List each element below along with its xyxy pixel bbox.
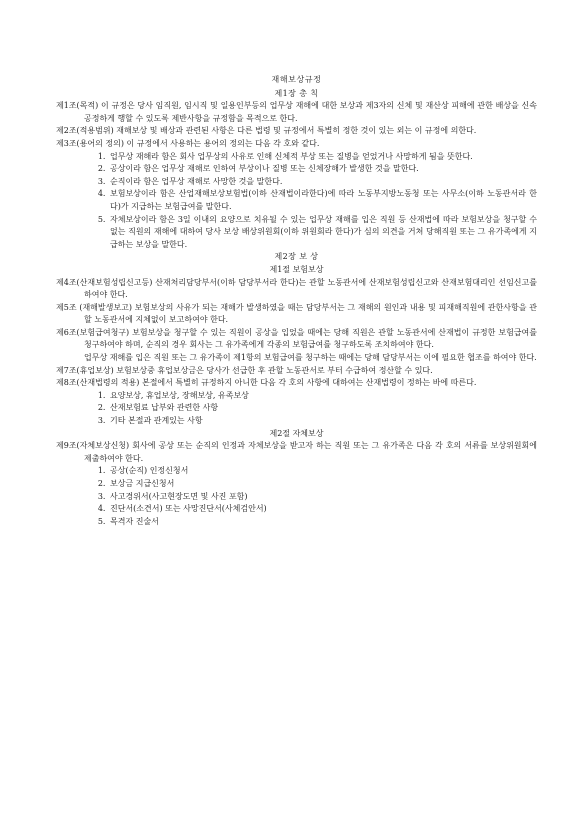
list-item: 2. 공상이라 함은 업무상 재해로 인하여 부상이나 질병 또는 신체장해가 발생한 것을 말한다. [108,163,537,176]
article-1: 제1조(목적) 이 규정은 당사 임직원, 임시직 및 일용인부등의 업무상 재해에 대한 보상과 제3자의 신체 및 재산상 피해에 관한 배상을 신속 공정하게 행할 수 있도록 제반사항을 규정함을 목적으로 한다. [56,101,537,123]
article-7: 제7조(휴업보상) 보험보상중 휴업보상금은 당사가 선급한 후 관할 노동관서로 부터 수급하여 정산할 수 있다. [56,365,433,375]
list-item: 2. 산재보험료 납부와 관련한 사항 [108,402,537,415]
section-1-heading: 제1절 보험보상 [269,264,324,274]
section-2-heading: 제2절 자체보상 [269,428,324,438]
article-6-paragraph-2: 업무상 재해를 입은 직원 또는 그 유가족이 제1항의 보험급여를 청구하는 때에는 당해 담당부서는 이에 필요한 협조를 하여야 한다. [84,353,537,363]
document-title: 재해보상규정 [271,75,322,84]
article-4: 제4조(산재보험성립신고등) 산재처리담당부서(이하 담당부서라 한다)는 관할 노동관서에 산재보험성립신고와 산재보험대리인 선임신고를 하여야 한다. [56,277,537,300]
list-item: 1. 요양보상, 휴업보상, 장해보상, 유족보상 [108,390,537,403]
list-item: 5. 자체보상이라 함은 3일 이내의 요양으로 치유될 수 있는 업무상 재해를 입은 직원 등 산재법에 따라 보험보상을 청구할 수 없는 직원의 재해에 대하여 당사 보상 배상위원회(이하 위원회라 한다)가 심의 의견을 거쳐 당해직원 또는 그 유가족에게 지급하는 보상을 말한다. [108,214,537,252]
list-item: 5. 목격자 진술서 [108,516,537,529]
list-item: 4. 진단서(소견서) 또는 사망진단서(사체검안서) [108,503,537,516]
article-5: 제5조 (재해발생보고) 보험보상의 사유가 되는 재해가 발생하였을 때는 담당부서는 그 재해의 원인과 내용 및 피재해직원에 관한사항을 관할 노동관서에 지체없이 보고하여야 한다. [56,302,537,325]
list-item: 3. 순직이라 함은 업무상 재해로 사망한 것을 말한다. [108,176,537,189]
article-3: 제3조(용어의 정의) 이 규정에서 사용하는 용어의 정의는 다음 각 호와 같다. [56,138,320,148]
article-9-list [56,465,537,528]
article-9: 제9조(자체보상신청) 회사에 공상 또는 순직의 인정과 자체보상을 받고자 하는 직원 또는 그 유가족은 다음 각 호의 서류를 보상위원회에 제출하여야 한다. [56,441,537,463]
chapter-1-heading: 제1장 총 칙 [274,88,319,98]
list-item: 1. 업무상 재해라 함은 회사 업무상의 사유로 인해 신체적 부상 또는 질병을 얻었거나 사망하게 됨을 뜻한다. [108,151,537,164]
list-item: 4. 보험보상이라 함은 산업재해보상보험법(이하 산재법이라한다)에 따라 노동부지방노동청 또는 사무소(이하 노동관서라 한다)가 지급하는 보험급여를 말한다. [108,188,537,213]
list-item: 3. 기타 본절과 관계있는 사항 [108,415,537,428]
article-8: 제8조(산재법령의 적용) 본절에서 특별히 규정하지 아니한 다음 각 호의 사항에 대하여는 산재법령이 정하는 바에 따른다. [56,378,477,388]
list-item: 3. 사고경위서(사고현장도면 및 사진 포함) [108,491,537,504]
article-8-list [56,390,537,428]
list-item: 2. 보상금 지급신청서 [108,478,537,491]
article-6: 제6조(보험급여청구) 보험보상을 청구할 수 있는 직원이 공상을 입었을 때에는 당해 직원은 관할 노동관서에 산재법이 규정한 보험급여를 청구하여야 하며, 순직의 경우 회사는 그 유가족에게 각종의 보험급여를 청구하도록 조치하여야 한다. [56,327,537,350]
list-item: 1. 공상(순직) 인정신청서 [108,465,537,478]
article-2: 제2조(적용범위) 재해보상 및 배상과 관련된 사항은 다른 법령 및 규정에서 특별히 정한 것이 있는 외는 이 규정에 의한다. [56,126,477,136]
chapter-2-heading: 제2장 보 상 [274,252,319,262]
article-3-list [56,151,537,252]
